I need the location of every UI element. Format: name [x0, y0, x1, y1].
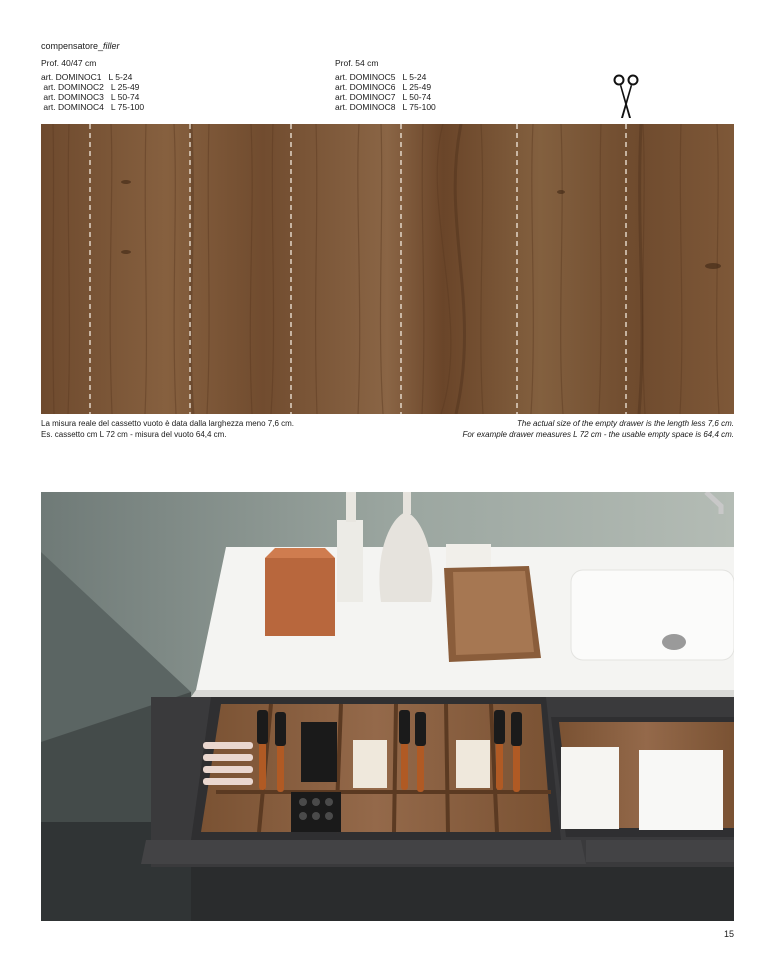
caption-italian: [41, 419, 294, 440]
caption-line: For example drawer measures L 72 cm - the usable empty space is 64,4 cm.: [462, 429, 734, 439]
spec-depth: Prof. 54 cm: [335, 58, 379, 68]
caption-line: La misura reale del cassetto vuoto è data dalla larghezza meno 7,6 cm.: [41, 419, 295, 428]
spec-depth: Prof. 40/47 cm: [41, 58, 97, 68]
caption-line: The actual size of the empty drawer is the length less 7,6 cm.: [517, 419, 734, 428]
spec-block-54: [335, 58, 436, 112]
spec-row: art. DOMINOC8 L 75-100: [335, 102, 436, 112]
spec-row: art. DOMINOC4 L 75-100: [41, 102, 145, 112]
caption-english: [462, 419, 734, 440]
spec-row: art. DOMINOC5 L 5-24: [335, 72, 427, 82]
spec-row: art. DOMINOC6 L 25-49: [335, 82, 432, 92]
spec-row: art. DOMINOC1 L 5-24: [41, 72, 133, 82]
title-italic: filler: [103, 41, 120, 51]
spec-row: art. DOMINOC7 L 50-74: [335, 92, 432, 102]
page-number: 15: [723, 929, 734, 939]
caption-line: Es. cassetto cm L 72 cm - misura del vuoto 64,4 cm.: [41, 429, 227, 439]
spec-row: art. DOMINOC2 L 25-49: [41, 82, 140, 92]
title-main: compensatore_: [41, 41, 104, 51]
spec-row: art. DOMINOC3 L 50-74: [41, 92, 140, 102]
drawer-photo: [41, 492, 734, 921]
spec-block-40-47: [41, 58, 144, 112]
scissors-icon: [611, 74, 641, 120]
wood-filler-panel: [41, 124, 734, 414]
page-title: [41, 41, 120, 51]
